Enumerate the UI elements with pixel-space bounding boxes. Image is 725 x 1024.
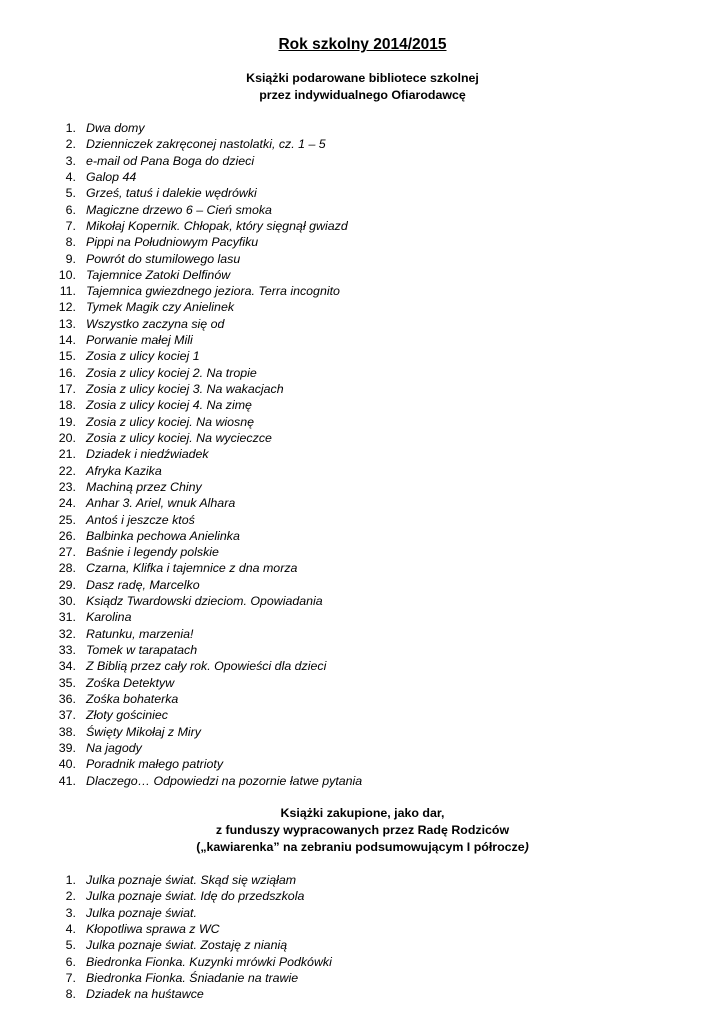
item-number: 13. [58,316,76,331]
item-number: 5. [65,186,76,201]
book-title: Święty Mikołaj z Miry [86,724,201,739]
book-title: Zośka Detektyw [86,675,175,690]
item-number: 7. [65,218,76,233]
item-number: 4. [65,921,76,936]
item-number: 3. [65,153,76,168]
book-title: Karolina [86,610,132,625]
book-title: Porwanie małej Mili [86,333,193,348]
book-title: Wszystko zaczyna się od [86,316,225,331]
book-title: Pippi na Południowym Pacyfiku [86,235,259,250]
item-number: 4. [65,169,76,184]
book-title: Ksiądz Twardowski dzieciom. Opowiadania [86,594,323,609]
book-title: Zosia z ulicy kociej 4. Na zimę [86,398,252,413]
book-title: Czarna, Klifka i tajemnice z dna morza [86,561,298,576]
item-number: 37. [58,708,76,723]
item-number: 16. [58,365,76,380]
item-number: 34. [58,659,76,674]
item-number: 39. [58,740,76,755]
section-heading-purchased [0,805,725,856]
document-title: Rok szkolny 2014/2015 [278,36,447,53]
book-title: Balbinka pechowa Anielinka [86,528,240,543]
book-title: Dlaczego… Odpowiedzi na pozornie łatwe pytania [86,773,363,788]
item-number: 38. [58,724,76,739]
book-title: Zosia z ulicy kociej. Na wiosnę [86,414,255,429]
book-title: Mikołaj Kopernik. Chłopak, który sięgnął gwiazd [86,218,348,233]
book-title: Julka poznaje świat. Idę do przedszkola [86,889,305,904]
book-title: Tomek w tarapatach [86,643,198,657]
section-heading-donated [0,70,725,104]
item-number: 24. [58,496,76,511]
item-number: 36. [58,691,76,706]
book-title: Dziadek na huśtawce [86,987,204,1002]
item-number: 30. [58,594,76,609]
item-number: 40. [58,757,76,772]
item-number: 8. [65,987,76,1002]
item-number: 6. [65,954,76,969]
book-title: Poradnik małego patrioty [86,757,224,772]
book-title: Antoś i jeszcze ktoś [86,512,195,527]
book-title: Na jagody [86,740,142,755]
item-number: 10. [58,267,76,282]
item-number: 9. [65,251,76,266]
book-title: Z Biblią przez cały rok. Opowieści dla dzieci [86,659,327,674]
book-title: Julka poznaje świat. Skąd się wziąłam [86,873,297,887]
book-title: Ratunku, marzenia! [86,626,194,641]
book-title: Złoty gościniec [86,708,168,723]
book-title: Powrót do stumilowego lasu [86,251,241,266]
item-number: 19. [58,414,76,429]
book-title: Biedronka Fionka. Śniadanie na trawie [86,970,299,985]
book-title: Anhar 3. Ariel, wnuk Alhara [86,496,236,511]
heading-line: Książki zakupione, jako dar, [280,806,445,820]
item-number: 32. [58,626,76,641]
book-title: Zosia z ulicy kociej. Na wycieczce [86,430,272,445]
book-title: Dwa domy [86,121,145,135]
book-title: Tymek Magik czy Anielinek [86,300,235,315]
item-number: 17. [58,382,76,396]
heading-line: Książki podarowane bibliotece szkolnej [246,71,479,85]
book-title: Machiną przez Chiny [86,479,202,494]
heading-line [0,839,725,856]
book-title: Zosia z ulicy kociej 2. Na tropie [86,365,257,380]
book-title: Julka poznaje świat. Zostaję z nianią [86,938,288,953]
item-number: 26. [58,528,76,543]
book-title: Dzienniczek zakręconej nastolatki, cz. 1 – 5 [86,137,326,152]
item-number: 25. [58,512,76,527]
book-title: Julka poznaje świat. [86,905,197,920]
book-title: Tajemnica gwiezdnego jeziora. Terra incognito [86,284,340,299]
item-number: 33. [58,643,76,657]
item-number: 29. [58,577,76,592]
heading-line: z funduszy wypracowanych przez Radę Rodziców [215,823,510,837]
item-number: 14. [58,333,76,348]
book-title: Zośka bohaterka [86,691,179,706]
book-title: Zosia z ulicy kociej 3. Na wakacjach [86,382,284,396]
item-number: 6. [65,202,76,217]
item-number: 3. [65,905,76,920]
item-number: 8. [65,235,76,250]
item-number: 2. [65,889,76,904]
heading-line-text: („kawiarenka” na zebraniu podsumowującym I półrocze [196,840,525,854]
book-title: Dziadek i niedźwiadek [86,447,209,462]
item-number: 7. [65,970,76,985]
item-number: 12. [58,300,76,315]
book-title: Biedronka Fionka. Kuzynki mrówki Podkówki [86,954,332,969]
book-title: Baśnie i legendy polskie [86,545,219,560]
book-title: Tajemnice Zatoki Delfinów [86,267,231,282]
item-number: 11. [59,284,76,299]
book-title: Zosia z ulicy kociej 1 [86,349,200,364]
item-number: 23. [58,479,76,494]
item-number: 20. [58,430,76,445]
heading-line: przez indywidualnego Ofiarodawcę [259,88,466,102]
item-number: 27. [58,545,76,560]
book-title: Kłopotliwa sprawa z WC [86,921,220,936]
item-number: 31. [58,610,76,625]
item-number: 41. [58,773,76,788]
item-number: 28. [58,561,76,576]
book-title: Galop 44 [86,169,137,184]
item-number: 21. [58,447,76,462]
book-title: e-mail od Pana Boga do dzieci [86,153,255,168]
item-number: 1. [65,121,76,135]
item-number: 1. [65,873,76,887]
item-number: 35. [58,675,76,690]
heading-closing-paren: ) [524,840,529,854]
item-number: 22. [58,463,76,478]
book-title: Afryka Kazika [86,463,162,478]
book-title: Dasz radę, Marcelko [86,577,200,592]
book-title: Grześ, tatuś i dalekie wędrówki [86,186,257,201]
item-number: 5. [65,938,76,953]
item-number: 2. [65,137,76,152]
item-number: 18. [58,398,76,413]
item-number: 15. [58,349,76,364]
book-title: Magiczne drzewo 6 – Cień smoka [86,202,272,217]
